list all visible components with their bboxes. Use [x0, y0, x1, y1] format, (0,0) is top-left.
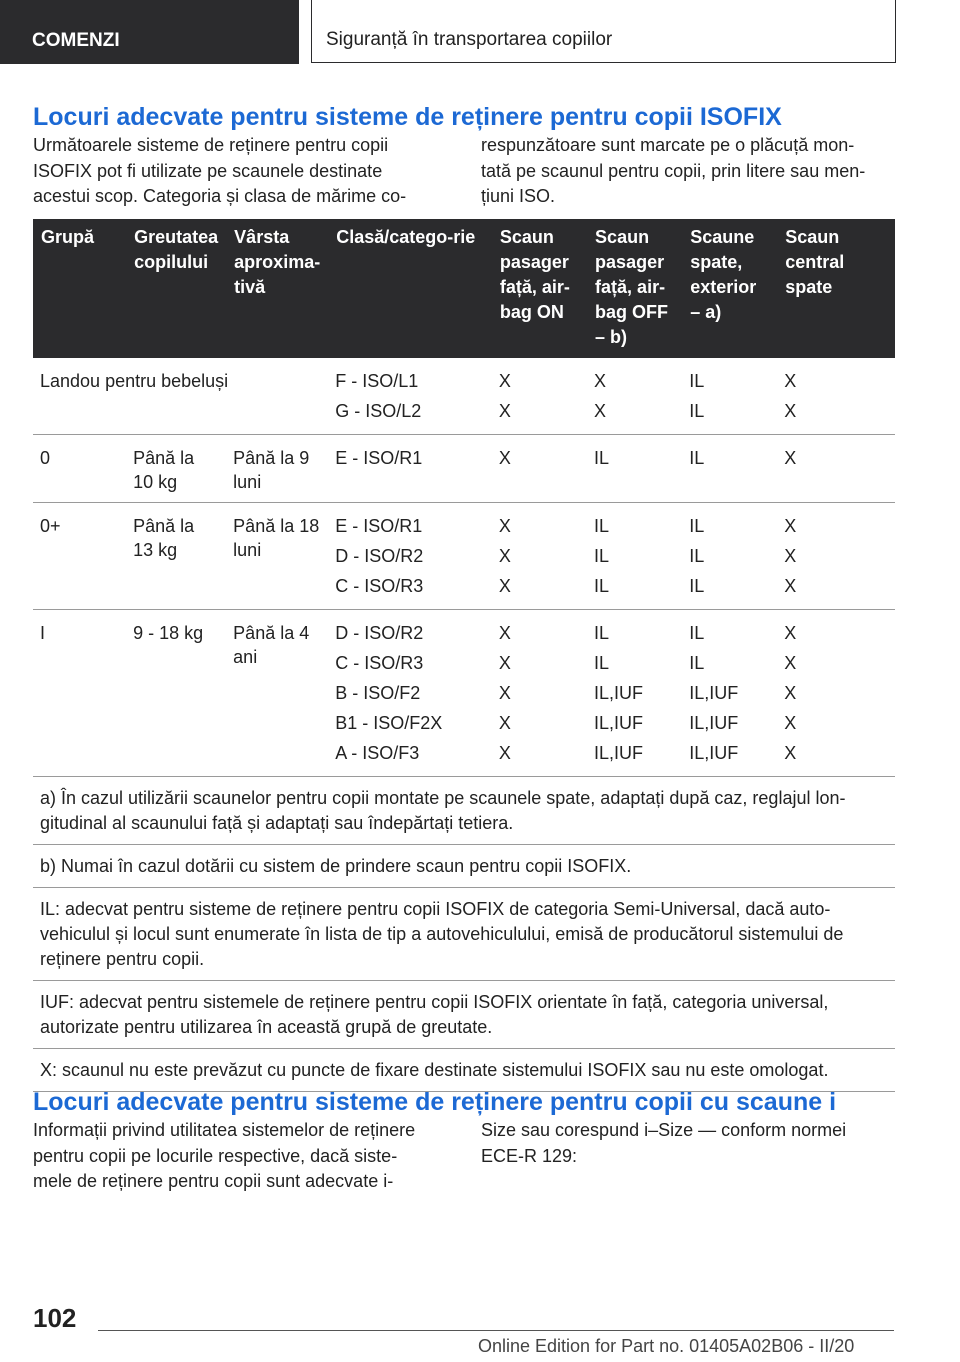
class-cell: D - ISO/R2 C - ISO/R3 B - ISO/F2 B1 - ISO/F2X A - ISO/F3 — [328, 610, 492, 777]
weight-cell: Până la 10 kg — [126, 435, 226, 503]
footnote-b: b) Numai în cazul dotării cu sistem de prindere scaun pentru copii ISOFIX. — [33, 845, 895, 888]
intro-line: Informații privind utilitatea sistemelor de reținere — [33, 1120, 416, 1140]
section-tab — [0, 0, 299, 64]
intro-line: acestui scop. Categoria și clasa de mărime co- — [33, 186, 407, 206]
column-header-age: Vârsta aproxima-tivă — [226, 219, 328, 358]
section-title-isofix: Locuri adecvate pentru sisteme de reținere pentru copii ISOFIX — [33, 103, 782, 131]
class-cell: F - ISO/L1 G - ISO/L2 — [328, 358, 492, 435]
rear-outer-cell: IL — [682, 435, 777, 503]
legend-il: IL: adecvat pentru sisteme de reținere pentru copii ISOFIX de categoria Semi-Universal, dacă auto-vehiculul și locul sunt enumerate în lista de tip a autovehiculului, emisă de producătorul sistemului de reținere pentru copii. — [33, 888, 895, 981]
column-header-airbag-off: Scaun pasager față, air-bag OFF – b) — [587, 219, 682, 358]
airbag-on-cell: X X — [492, 358, 587, 435]
table-note-row — [33, 845, 895, 888]
airbag-on-cell: X X X X X — [492, 610, 587, 777]
airbag-off-cell: IL IL IL,IUF IL,IUF IL,IUF — [587, 610, 682, 777]
group-cell: I — [33, 610, 126, 777]
intro-line: țiuni ISO. — [481, 186, 556, 206]
table-note-row — [33, 777, 895, 845]
group-cell: 0+ — [33, 503, 126, 610]
section-title-isize: Locuri adecvate pentru sisteme de reținere pentru copii cu scaune i — [33, 1088, 837, 1116]
intro-line: Size sau corespund i–Size — conform normei — [481, 1120, 847, 1140]
table-note-row — [33, 1049, 895, 1092]
intro-line: respunzătoare sunt marcate pe o plăcuță mon- — [481, 135, 855, 155]
rear-center-cell: X X — [777, 358, 895, 435]
age-cell: Până la 4 ani — [226, 610, 328, 777]
footnote-a: a) În cazul utilizării scaunelor pentru copii montate pe scaunele spate, adaptați după caz, reglajul lon-gitudinal al scaunului față și adaptați sau îndepărtați tetiera. — [33, 777, 895, 845]
airbag-off-cell: IL — [587, 435, 682, 503]
rear-center-cell: X X X — [777, 503, 895, 610]
group-cell: Landou pentru bebeluși — [33, 358, 328, 435]
intro-line: Următoarele sisteme de reținere pentru copii — [33, 135, 389, 155]
weight-cell: Până la 13 kg — [126, 503, 226, 610]
rear-outer-cell: IL IL IL,IUF IL,IUF IL,IUF — [682, 610, 777, 777]
rear-center-cell: X — [777, 435, 895, 503]
rear-outer-cell: IL IL — [682, 358, 777, 435]
intro-line: mele de reținere pentru copii sunt adecvate i- — [33, 1171, 394, 1191]
intro-left-column — [33, 133, 406, 210]
isofix-table — [33, 219, 895, 1092]
airbag-on-cell: X — [492, 435, 587, 503]
column-header-airbag-on: Scaun pasager față, air-bag ON — [492, 219, 587, 358]
airbag-on-cell: X X X — [492, 503, 587, 610]
column-header-rear-center: Scaun central spate — [777, 219, 895, 358]
table-row — [33, 610, 895, 777]
intro-line: pentru copii pe locurile respective, dacă siste- — [33, 1145, 398, 1166]
footer-divider — [98, 1330, 894, 1331]
weight-cell: 9 - 18 kg — [126, 610, 226, 777]
legend-iuf: IUF: adecvat pentru sistemele de reținere pentru copii ISOFIX orientate în față, categoria universal, autorizate pentru utilizarea în această grupă de greutate. — [33, 981, 895, 1049]
table-note-row — [33, 981, 895, 1049]
section-label: COMENZI — [32, 30, 120, 51]
class-cell: E - ISO/R1 — [328, 435, 492, 503]
isize-intro-right-column — [481, 1118, 846, 1169]
table-row — [33, 435, 895, 503]
intro-line: ISOFIX pot fi utilizate pe scaunele destinate — [33, 160, 383, 181]
age-cell: Până la 18 luni — [226, 503, 328, 610]
table-row — [33, 503, 895, 610]
airbag-off-cell: X X — [587, 358, 682, 435]
rear-center-cell: X X X X X — [777, 610, 895, 777]
page-number: 102 — [33, 1303, 77, 1333]
intro-right-column — [481, 133, 865, 210]
age-cell: Până la 9 luni — [226, 435, 328, 503]
legend-x: X: scaunul nu este prevăzut cu puncte de fixare destinate sistemului ISOFIX sau nu este omologat. — [33, 1049, 895, 1092]
airbag-off-cell: IL IL IL — [587, 503, 682, 610]
chapter-title: Siguranță în transportarea copiilor — [326, 29, 613, 50]
table-row — [33, 358, 895, 435]
rear-outer-cell: IL IL IL — [682, 503, 777, 610]
intro-line: tată pe scaunul pentru copii, prin litere sau men- — [481, 160, 866, 181]
column-header-class: Clasă/catego-rie — [328, 219, 492, 358]
class-cell: E - ISO/R1 D - ISO/R2 C - ISO/R3 — [328, 503, 492, 610]
intro-line: ECE-R 129: — [481, 1145, 578, 1166]
chapter-tab — [311, 0, 896, 63]
table-note-row — [33, 888, 895, 981]
group-cell: 0 — [33, 435, 126, 503]
isize-intro-left-column — [33, 1118, 415, 1195]
column-header-rear-outer: Scaune spate, exterior – a) — [682, 219, 777, 358]
table-header-row — [33, 219, 895, 358]
column-header-group: Grupă — [33, 219, 126, 358]
edition-note: Online Edition for Part no. 01405A02B06 - II/20 — [478, 1336, 855, 1356]
column-header-weight: Greutatea copilului — [126, 219, 226, 358]
